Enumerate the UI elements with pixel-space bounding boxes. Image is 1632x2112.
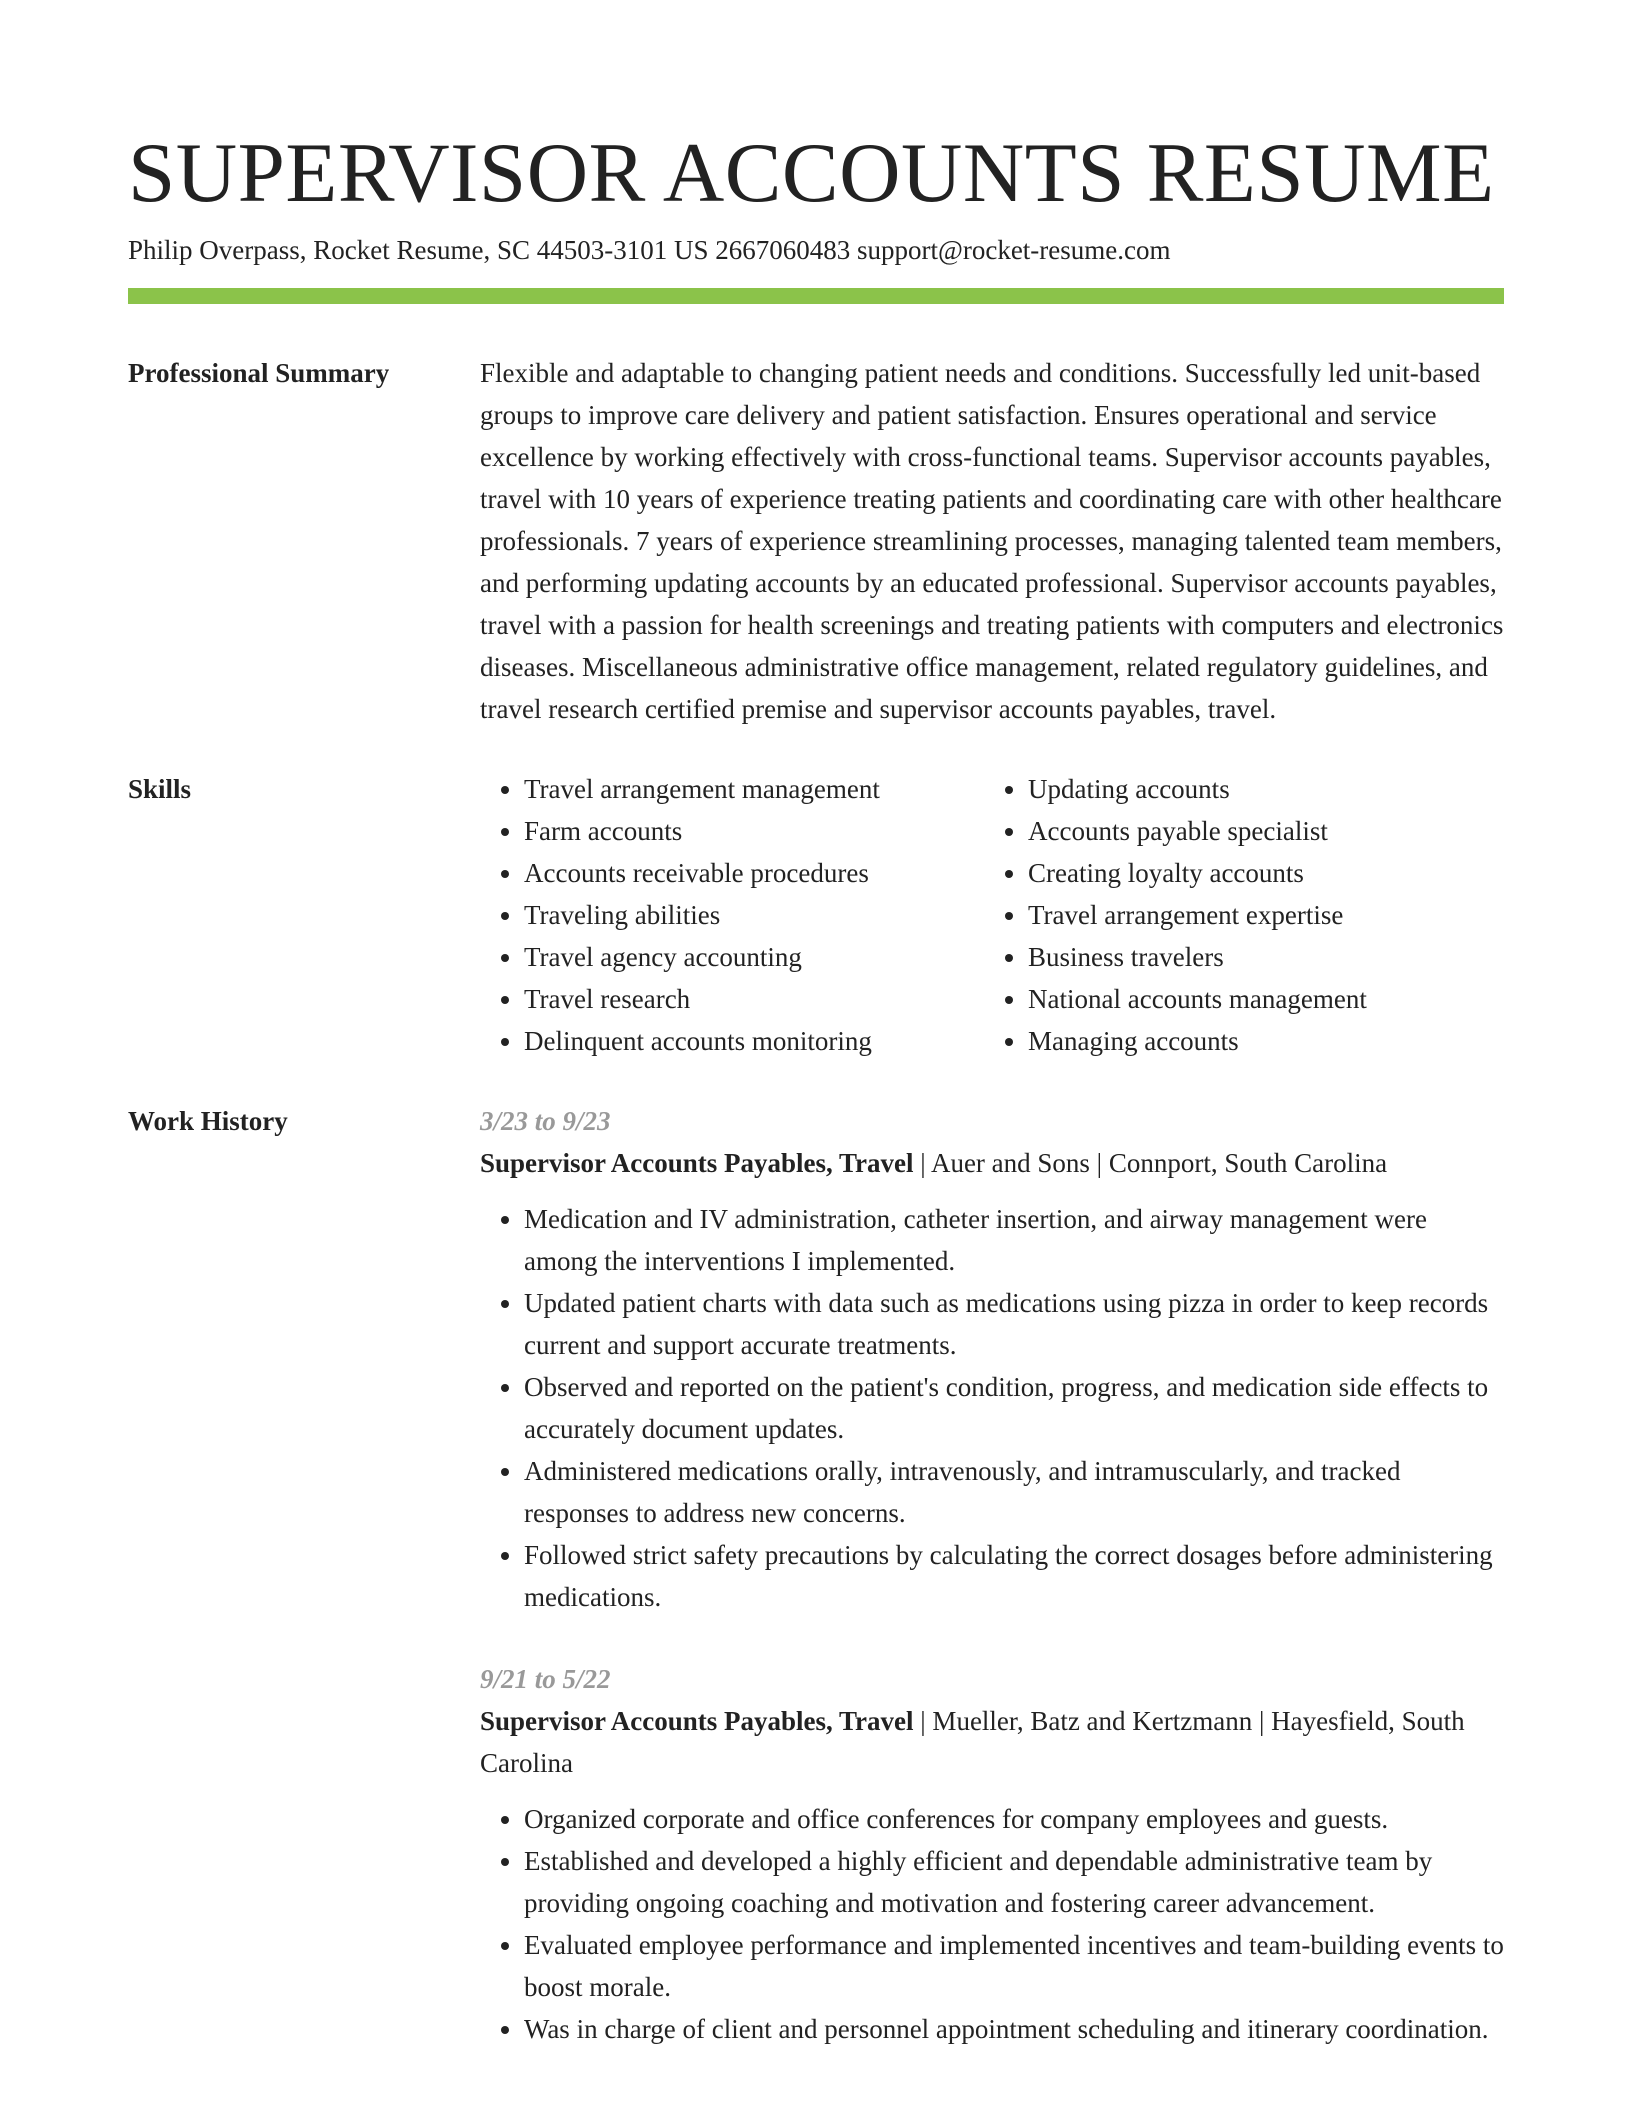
skill-item: • Accounts receivable procedures bbox=[524, 852, 984, 894]
skill-item: • Creating loyalty accounts bbox=[1028, 852, 1528, 894]
work-history-section bbox=[128, 1100, 1504, 2090]
skill-item: • Accounts payable specialist bbox=[1028, 810, 1528, 852]
skills-grid bbox=[480, 768, 1528, 1062]
skills-column-left bbox=[480, 768, 984, 1062]
skill-item: • Delinquent accounts monitoring bbox=[524, 1020, 984, 1062]
job-dates: 9/21 to 5/22 bbox=[480, 1664, 611, 1694]
job-title: Supervisor Accounts Payables, Travel bbox=[480, 1148, 914, 1178]
resume-title: SUPERVISOR ACCOUNTS RESUME bbox=[128, 126, 1495, 220]
skill-item: • Updating accounts bbox=[1028, 768, 1528, 810]
resume-page bbox=[128, 118, 1504, 2090]
job-bullet: • Observed and reported on the patient's condition, progress, and medication side effects to accurately document updates. bbox=[524, 1366, 1504, 1450]
job-entry bbox=[480, 1100, 1504, 1618]
work-history-heading: Work History bbox=[128, 1106, 288, 1136]
job-title: Supervisor Accounts Payables, Travel bbox=[480, 1706, 914, 1736]
job-bullet: • Followed strict safety precautions by calculating the correct dosages before administering medications. bbox=[524, 1534, 1504, 1618]
job-details: | Mueller, Batz and Kertzmann | Hayesfield, South Carolina bbox=[480, 1706, 1465, 1778]
skill-item: • Managing accounts bbox=[1028, 1020, 1528, 1062]
skill-item: • Travel agency accounting bbox=[524, 936, 984, 978]
job-bullet: • Was in charge of client and personnel appointment scheduling and itinerary coordination. bbox=[524, 2008, 1504, 2050]
job-heading bbox=[480, 1700, 1504, 1784]
job-bullet: • Established and developed a highly efficient and dependable administrative team by providing ongoing coaching and motivation and fostering career advancement. bbox=[524, 1840, 1504, 1924]
summary-body bbox=[480, 352, 1504, 730]
skills-heading: Skills bbox=[128, 774, 192, 804]
job-bullet: • Organized corporate and office conferences for company employees and guests. bbox=[524, 1798, 1504, 1840]
summary-text: Flexible and adaptable to changing patient needs and conditions. Successfully led unit-based groups to improve care delivery and patient satisfaction. Ensures operational and service excellence by working effectively with cross-functional teams. Supervisor accounts payables, travel with 10 years of experience treating patients and coordinating care with other healthcare professionals. 7 years of experience streamlining processes, managing talented team members, and performing updating accounts by an educated professional. Supervisor accounts payables, travel with a passion for health screenings and treating patients with computers and electronics diseases. Miscellaneous administrative office management, related regulatory guidelines, and travel research certified premise and supervisor accounts payables, travel. bbox=[480, 358, 1504, 724]
summary-section bbox=[128, 352, 1504, 730]
job-heading bbox=[480, 1142, 1504, 1184]
skill-item: • Travel research bbox=[524, 978, 984, 1020]
skills-column-right bbox=[984, 768, 1528, 1062]
job-bullets bbox=[480, 1198, 1504, 1618]
skill-item: • Traveling abilities bbox=[524, 894, 984, 936]
summary-heading: Professional Summary bbox=[128, 358, 390, 388]
skill-item: • National accounts management bbox=[1028, 978, 1528, 1020]
job-details: | Auer and Sons | Connport, South Carolina bbox=[913, 1148, 1388, 1178]
skill-item: • Business travelers bbox=[1028, 936, 1528, 978]
job-bullet: • Evaluated employee performance and implemented incentives and team-building events to boost morale. bbox=[524, 1924, 1504, 2008]
job-bullet: • Updated patient charts with data such as medications using pizza in order to keep records current and support accurate treatments. bbox=[524, 1282, 1504, 1366]
job-dates: 3/23 to 9/23 bbox=[480, 1106, 611, 1136]
skill-item: • Travel arrangement management bbox=[524, 768, 984, 810]
job-bullets bbox=[480, 1798, 1504, 2050]
skill-item: • Travel arrangement expertise bbox=[1028, 894, 1528, 936]
accent-divider bbox=[128, 288, 1504, 304]
skill-item: • Farm accounts bbox=[524, 810, 984, 852]
contact-line: Philip Overpass, Rocket Resume, SC 44503-3101 US 2667060483 support@rocket-resume.com bbox=[128, 235, 1171, 265]
job-bullet: • Medication and IV administration, catheter insertion, and airway management were among the interventions I implemented. bbox=[524, 1198, 1504, 1282]
work-history-body bbox=[480, 1100, 1504, 2090]
job-bullet: • Administered medications orally, intravenously, and intramuscularly, and tracked responses to address new concerns. bbox=[524, 1450, 1504, 1534]
job-entry bbox=[480, 1658, 1504, 2050]
skills-section bbox=[128, 768, 1504, 1062]
